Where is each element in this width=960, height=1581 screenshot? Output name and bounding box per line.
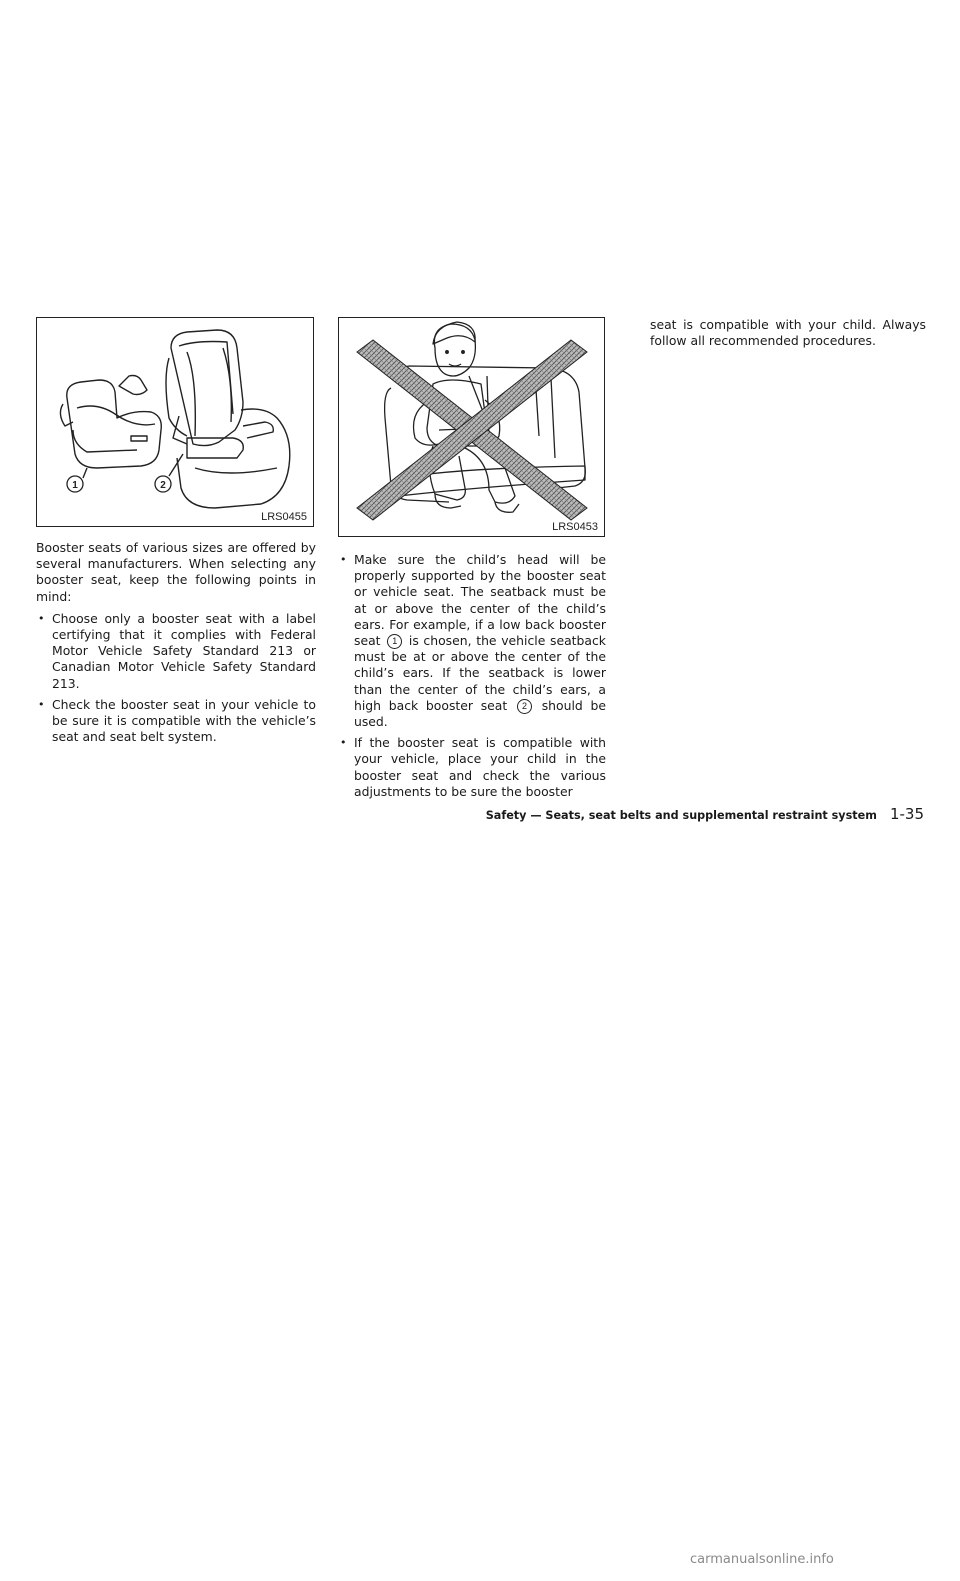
column-1 <box>36 540 316 750</box>
callout-ref-1: 1 <box>387 634 402 649</box>
bullet-text-part: should be used. <box>354 697 606 730</box>
continued-paragraph: seat is compatible with your child. Always follow all recommended procedures. <box>650 317 926 349</box>
figure-code: LRS0455 <box>261 511 307 523</box>
bullet-text-part: Make sure the child’s head will be properly supported by the booster seat or vehicle seat. The seatback must be at or above the center of the child’s ears. For example, if a low back booster seat <box>354 552 606 649</box>
bullet-item: • Choose only a booster seat with a label certifying that it complies with Federal Motor Vehicle Safety Standard 213 or Canadian Motor Vehicle Safety Standard 213. <box>36 611 316 692</box>
figure-incorrect-booster-use <box>338 317 605 537</box>
column-2 <box>338 552 606 805</box>
callout-label-1: 1 <box>72 480 78 491</box>
intro-paragraph: Booster seats of various sizes are offered by several manufacturers. When selecting any booster seat, keep the following points in mind: <box>36 540 316 604</box>
column-3 <box>650 317 926 355</box>
figure-booster-seats <box>36 317 314 527</box>
crossed-out-child-illustration <box>339 318 604 536</box>
booster-seats-illustration <box>37 318 313 526</box>
section-title: Safety — Seats, seat belts and supplemental restraint system <box>485 809 877 822</box>
figure-code: LRS0453 <box>552 521 598 533</box>
callout-label-2: 2 <box>160 480 166 491</box>
bullet-text-part: is chosen, the vehicle seatback must be at or above the center of the child’s ears. If the seatback is lower than the center of the child’s ears, a high back booster seat <box>354 633 606 713</box>
page-number: 1-35 <box>889 805 924 823</box>
bullet-item: • If the booster seat is compatible with your vehicle, place your child in the booster seat and check the various adjustments to be sure the booster <box>338 735 606 800</box>
callout-ref-2: 2 <box>517 699 532 714</box>
watermark: carmanualsonline.info <box>690 1552 834 1567</box>
page-footer <box>438 804 924 823</box>
bullet-item <box>338 552 606 730</box>
bullet-item: • Check the booster seat in your vehicle to be sure it is compatible with the vehicle’s seat and seat belt system. <box>36 697 316 746</box>
